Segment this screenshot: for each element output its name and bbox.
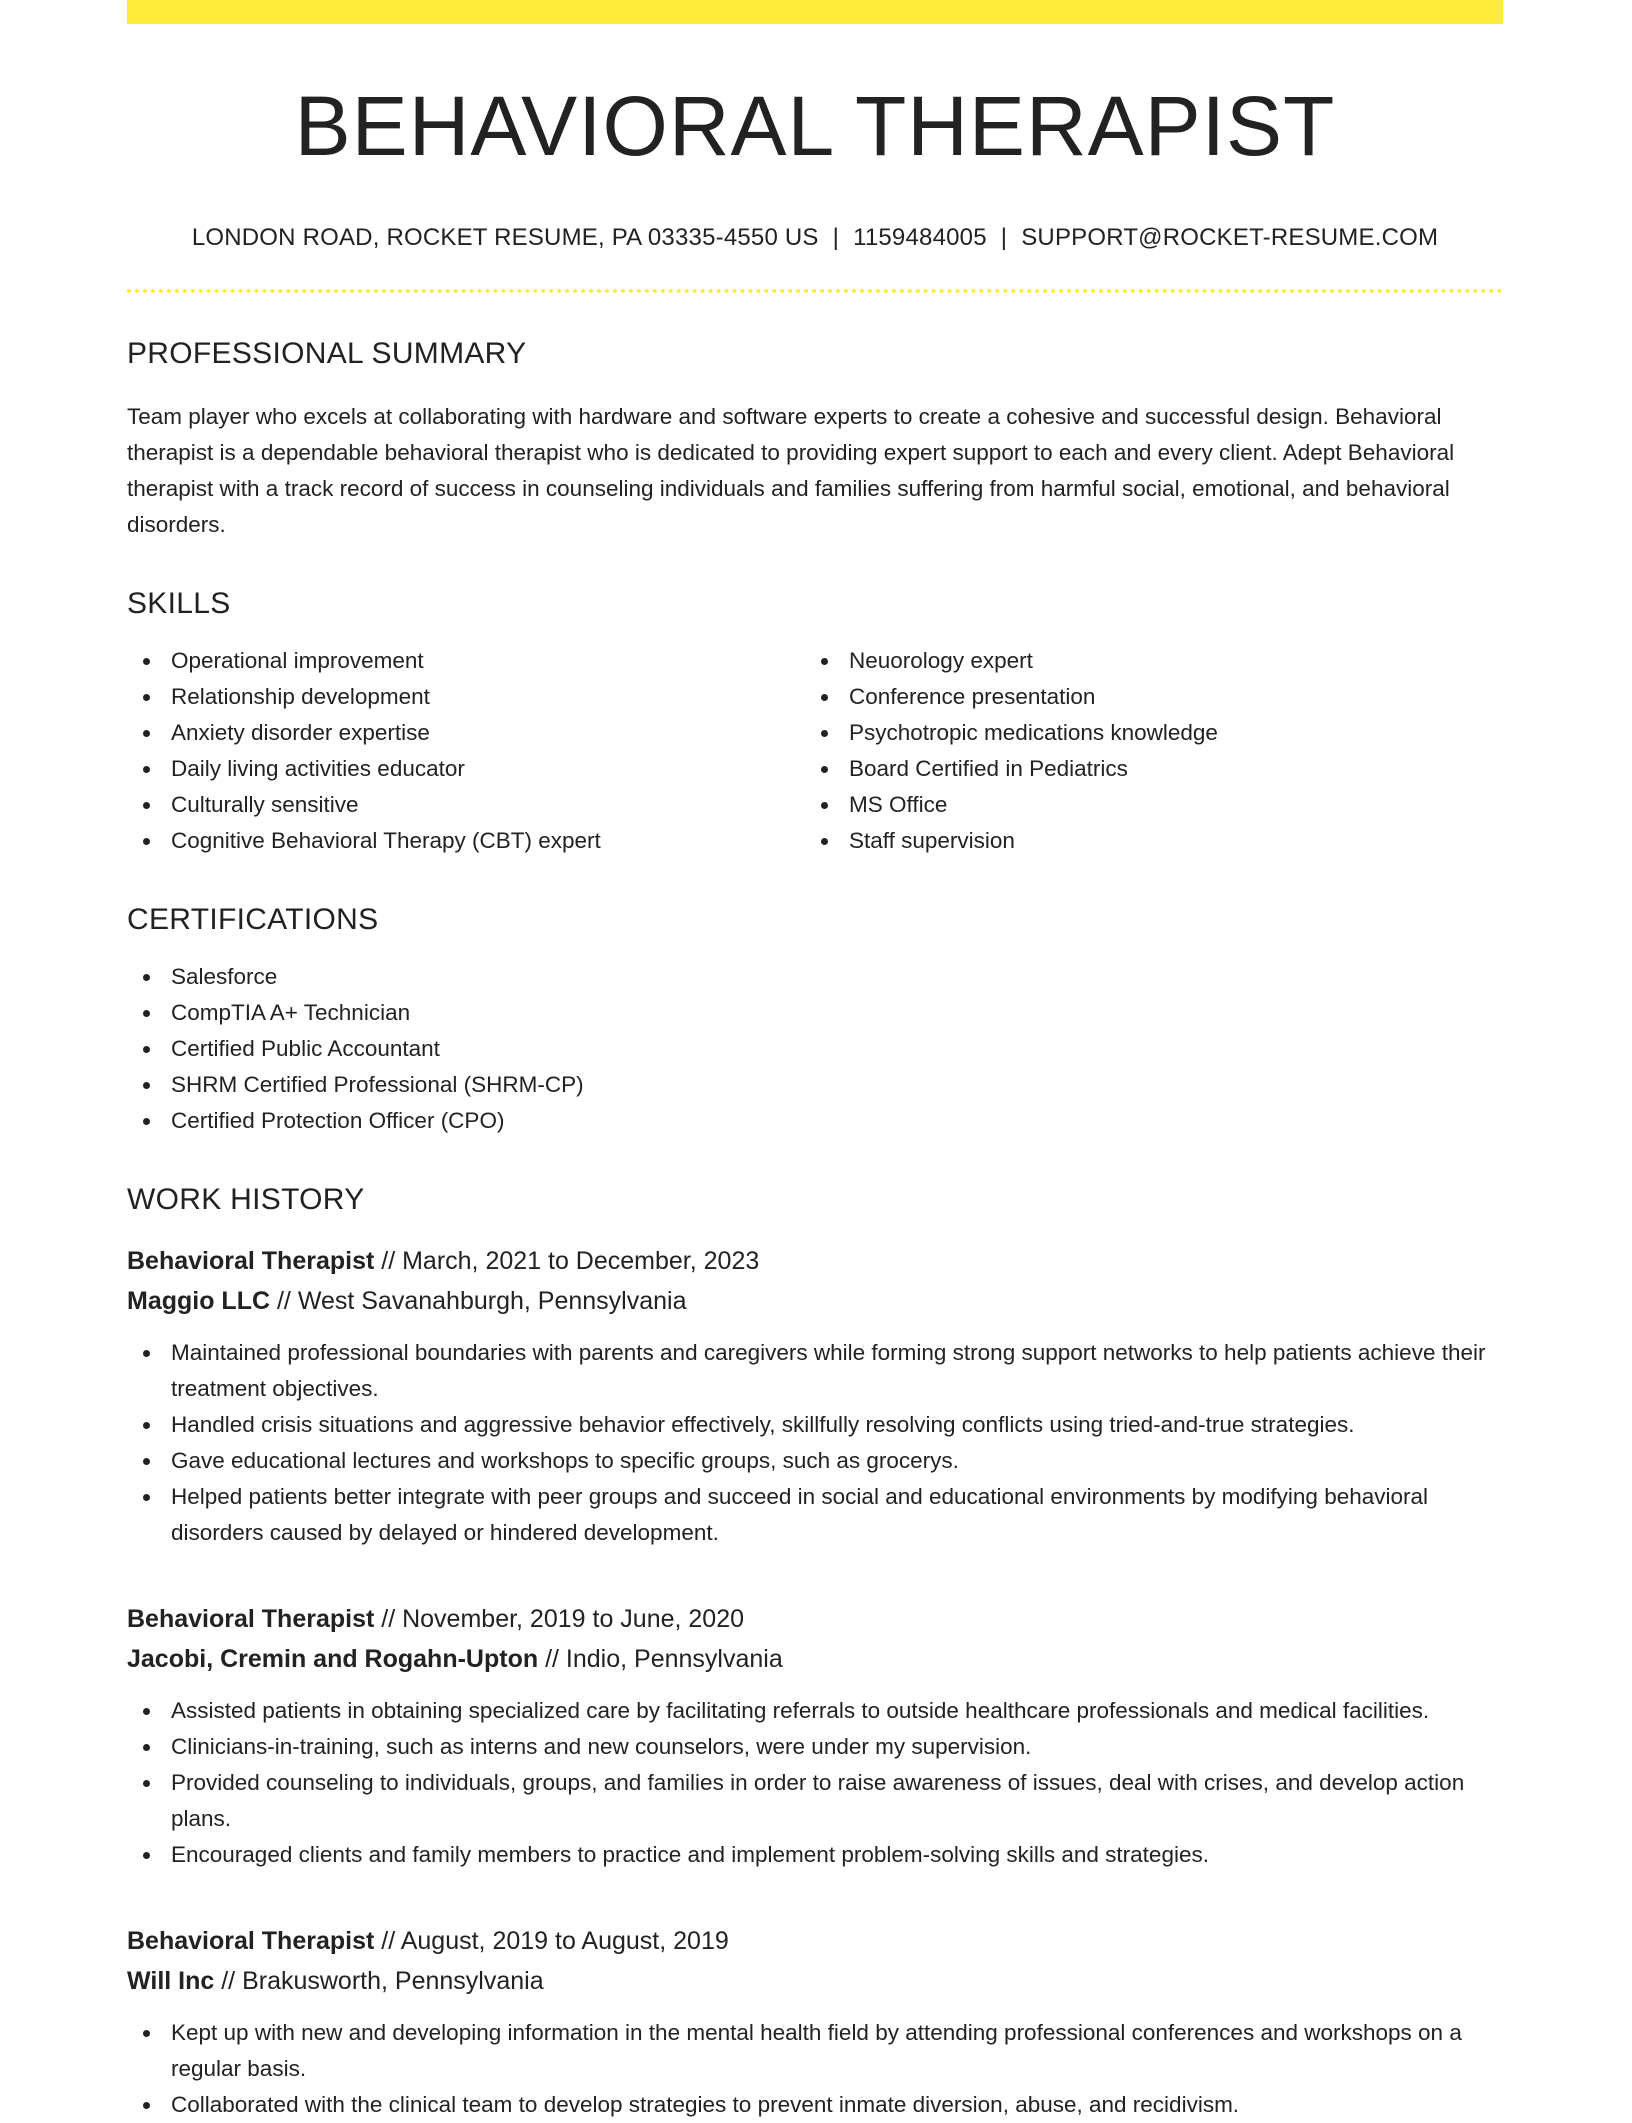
skill-item: Operational improvement	[127, 643, 805, 679]
job-location: // Indio, Pennsylvania	[545, 1644, 783, 1673]
job-bullet: Helped patients better integrate with peer groups and succeed in social and educational environments by modifying behavioral disorders caused by delayed or hindered development.	[127, 1479, 1503, 1551]
job-bullet: Handled crisis situations and aggressive behavior effectively, skillfully resolving conflicts using tried-and-true strategies.	[127, 1407, 1503, 1443]
skill-item: Staff supervision	[805, 823, 1483, 859]
job-location: // Brakusworth, Pennsylvania	[221, 1966, 544, 1995]
accent-top-bar	[127, 0, 1503, 24]
job-dates: // March, 2021 to December, 2023	[381, 1246, 760, 1275]
job-bullet: Kept up with new and developing information in the mental health field by attending professional conferences and workshops on a regular basis.	[127, 2015, 1503, 2087]
job-bullet: Collaborated with the clinical team to develop strategies to prevent inmate diversion, abuse, and recidivism.	[127, 2087, 1503, 2123]
skill-item: Daily living activities educator	[127, 751, 805, 787]
work-history-heading: WORK HISTORY	[127, 1182, 365, 1216]
job-title: Behavioral Therapist	[127, 1604, 375, 1633]
certification-item: SHRM Certified Professional (SHRM-CP)	[127, 1067, 1503, 1103]
job-bullet: Gave educational lectures and workshops to specific groups, such as grocerys.	[127, 1443, 1503, 1479]
skill-item: Anxiety disorder expertise	[127, 715, 805, 751]
job-entry	[127, 1599, 1503, 1873]
skills-heading: SKILLS	[127, 586, 231, 620]
job-bullet: Encouraged clients and family members to practice and implement problem-solving skills and strategies.	[127, 1837, 1503, 1873]
company-name: Jacobi, Cremin and Rogahn-Upton	[127, 1644, 539, 1673]
job-bullets	[127, 2015, 1503, 2123]
dotted-divider	[127, 289, 1503, 293]
email-address: SUPPORT@ROCKET-RESUME.COM	[1021, 224, 1439, 251]
skills-list-left	[127, 643, 805, 859]
job-bullets	[127, 1335, 1503, 1551]
job-company-line	[127, 1961, 1503, 2001]
company-name: Will Inc	[127, 1966, 215, 1995]
contact-line	[127, 224, 1503, 253]
job-bullet: Provided counseling to individuals, groups, and families in order to raise awareness of issues, deal with crises, and develop action plans.	[127, 1765, 1503, 1837]
job-title: Behavioral Therapist	[127, 1926, 375, 1955]
certification-item: Certified Public Accountant	[127, 1031, 1503, 1067]
job-company-line	[127, 1281, 1503, 1321]
skills-list-right	[805, 643, 1483, 859]
job-bullet: Assisted patients in obtaining specialized care by facilitating referrals to outside healthcare professionals and medical facilities.	[127, 1693, 1503, 1729]
job-location: // West Savanahburgh, Pennsylvania	[276, 1286, 687, 1315]
certification-item: CompTIA A+ Technician	[127, 995, 1503, 1031]
company-name: Maggio LLC	[127, 1286, 271, 1315]
skill-item: Relationship development	[127, 679, 805, 715]
job-bullets	[127, 1693, 1503, 1873]
skill-item: Neuorology expert	[805, 643, 1483, 679]
job-title: Behavioral Therapist	[127, 1246, 375, 1275]
job-bullet: Maintained professional boundaries with parents and caregivers while forming strong support networks to help patients achieve their treatment objectives.	[127, 1335, 1503, 1407]
job-dates: // August, 2019 to August, 2019	[381, 1926, 729, 1955]
job-dates: // November, 2019 to June, 2020	[381, 1604, 745, 1633]
skills-columns	[127, 619, 1503, 859]
phone-number: 1159484005	[853, 224, 987, 251]
job-title-line	[127, 1921, 1503, 1961]
job-title-line	[127, 1241, 1503, 1281]
summary-heading: PROFESSIONAL SUMMARY	[127, 336, 527, 370]
skill-item: Board Certified in Pediatrics	[805, 751, 1483, 787]
certifications-list	[127, 959, 1503, 1139]
contact-separator: |	[832, 224, 840, 251]
skill-item: Psychotropic medications knowledge	[805, 715, 1483, 751]
contact-separator: |	[1000, 224, 1008, 251]
certification-item: Salesforce	[127, 959, 1503, 995]
skill-item: Conference presentation	[805, 679, 1483, 715]
skill-item: MS Office	[805, 787, 1483, 823]
skill-item: Cognitive Behavioral Therapy (CBT) expert	[127, 823, 805, 859]
job-title-line	[127, 1599, 1503, 1639]
certification-item: Certified Protection Officer (CPO)	[127, 1103, 1503, 1139]
certifications-heading: CERTIFICATIONS	[127, 902, 379, 936]
resume-page	[127, 0, 1503, 2123]
skill-item: Culturally sensitive	[127, 787, 805, 823]
resume-title: BEHAVIORAL THERAPIST	[294, 79, 1336, 173]
job-company-line	[127, 1639, 1503, 1679]
job-entry	[127, 1921, 1503, 2123]
address: LONDON ROAD, ROCKET RESUME, PA 03335-4550 US	[191, 224, 819, 251]
summary-text: Team player who excels at collaborating with hardware and software experts to create a cohesive and successful design. Behavioral therapist is a dependable behavioral therapist who is dedicated to providing expert support to each and every client. Adept Behavioral therapist with a track record of success in counseling individuals and families suffering from harmful social, emotional, and behavioral disorders.	[127, 403, 1455, 537]
job-entry	[127, 1241, 1503, 1551]
job-bullet: Clinicians-in-training, such as interns and new counselors, were under my supervision.	[127, 1729, 1503, 1765]
